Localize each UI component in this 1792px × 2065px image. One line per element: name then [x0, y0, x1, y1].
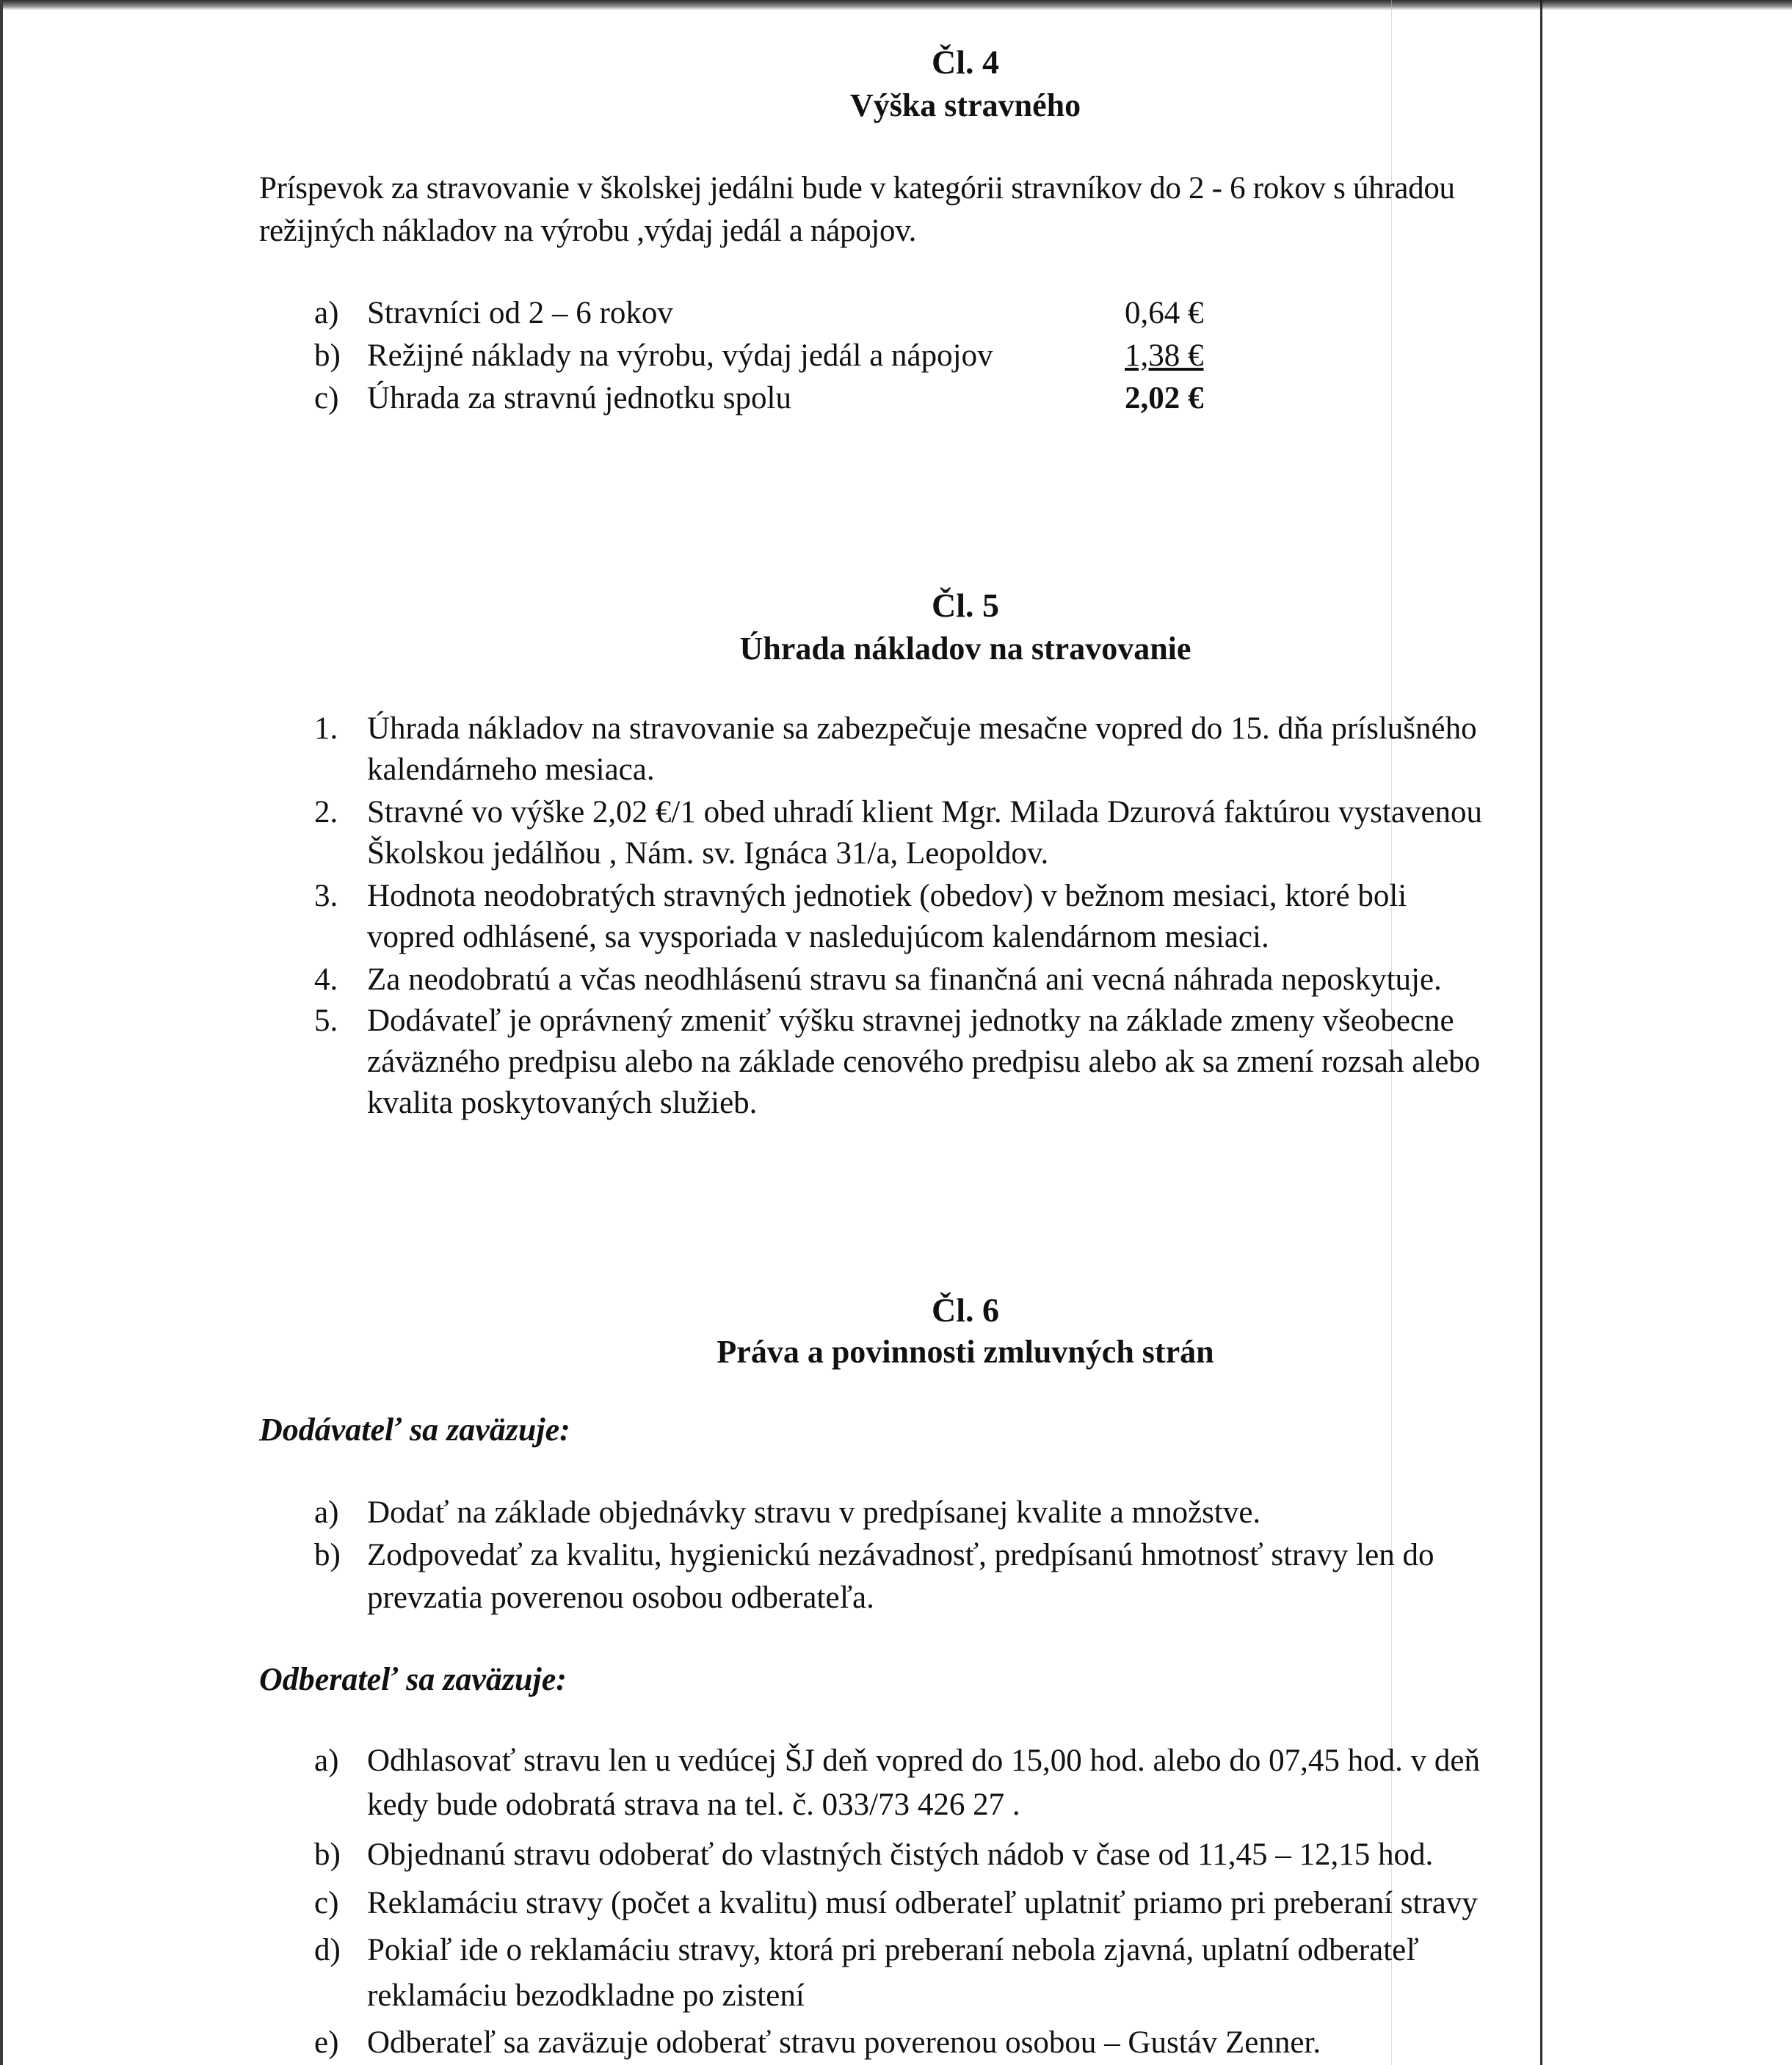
- article4-item-b-mark: b): [314, 338, 341, 373]
- article4-item-a-value: 0,64 €: [1125, 296, 1204, 330]
- customer-item-d-line1: Pokiaľ ide o reklamáciu stravy, ktorá pri preberaní nebola zjavná, uplatní odberateľ: [367, 1933, 1419, 1967]
- customer-item-c-mark: c): [314, 1886, 339, 1920]
- article5-item5-line3: kvalita poskytovaných služieb.: [367, 1086, 758, 1120]
- article5-title: Úhrada nákladov na stravovanie: [739, 631, 1191, 667]
- customer-heading: Odberateľ sa zaväzuje:: [259, 1661, 567, 1697]
- article4-item-c-mark: c): [314, 381, 339, 415]
- supplier-item-a-mark: a): [314, 1495, 339, 1530]
- article4-item-a-text: Stravníci od 2 – 6 rokov: [367, 296, 673, 330]
- article5-item5-line2: záväzného predpisu alebo na základe cenového predpisu alebo ak sa zmení rozsah alebo: [367, 1045, 1481, 1079]
- article5-item4-mark: 4.: [314, 962, 338, 997]
- article4-title: Výška stravného: [849, 87, 1081, 123]
- article4-item-b-value: 1,38 €: [1125, 338, 1204, 373]
- customer-item-d-line2: reklamáciu bezodkladne po zistení: [367, 1978, 805, 2013]
- article5-item3-mark: 3.: [314, 879, 338, 913]
- customer-item-a-line1: Odhlasovať stravu len u vedúcej ŠJ deň vopred do 15,00 hod. alebo do 07,45 hod. v deň: [367, 1743, 1480, 1778]
- customer-item-d-mark: d): [314, 1933, 341, 1967]
- article5-item4-line1: Za neodobratú a včas neodhlásenú stravu sa finančná ani vecná náhrada neposkytuje.: [367, 962, 1442, 997]
- supplier-item-b-line1: Zodpovedať za kvalitu, hygienickú nezávadnosť, predpísanú hmotnosť stravy len do: [367, 1538, 1434, 1572]
- customer-item-b-mark: b): [314, 1837, 341, 1872]
- customer-item-e-line1: Odberateľ sa zaväzuje odoberať stravu poverenou osobou – Gustáv Zenner.: [367, 2025, 1321, 2060]
- article4-number: Čl. 4: [932, 43, 999, 81]
- article5-item3-line1: Hodnota neodobratých stravných jednotiek (obedov) v bežnom mesiaci, ktoré boli: [367, 879, 1407, 913]
- customer-item-b-line1: Objednanú stravu odoberať do vlastných čistých nádob v čase od 11,45 – 12,15 hod.: [367, 1837, 1434, 1872]
- article4-intro-line2: režijných nákladov na výrobu ,výdaj jedál a nápojov.: [259, 214, 917, 248]
- article5-item5-line1: Dodávateľ je oprávnený zmeniť výšku stravnej jednotky na základe zmeny všeobecne: [367, 1004, 1454, 1038]
- customer-item-a-mark: a): [314, 1743, 339, 1778]
- customer-item-e-mark: e): [314, 2025, 339, 2060]
- article4-item-c-text: Úhrada za stravnú jednotku spolu: [367, 381, 791, 415]
- article5-item1-line2: kalendárneho mesiaca.: [367, 752, 655, 787]
- article5-item2-line1: Stravné vo výške 2,02 €/1 obed uhradí klient Mgr. Milada Dzurová faktúrou vystavenou: [367, 795, 1483, 830]
- article5-item1-mark: 1.: [314, 711, 338, 746]
- supplier-heading: Dodávateľ sa zaväzuje:: [259, 1412, 570, 1448]
- article6-number: Čl. 6: [932, 1291, 999, 1329]
- article4-item-a-mark: a): [314, 296, 339, 330]
- article5-item1-line1: Úhrada nákladov na stravovanie sa zabezpečuje mesačne vopred do 15. dňa príslušného: [367, 711, 1477, 746]
- article5-item3-line2: vopred odhlásené, sa vysporiada v nasledujúcom kalendárnom mesiaci.: [367, 920, 1269, 954]
- customer-item-c-line1: Reklamáciu stravy (počet a kvalitu) musí odberateľ uplatniť priamo pri preberaní stravy: [367, 1886, 1478, 1920]
- article6-title: Práva a povinnosti zmluvných strán: [717, 1334, 1214, 1370]
- article4-item-c-value: 2,02 €: [1125, 381, 1204, 415]
- article5-number: Čl. 5: [932, 587, 999, 624]
- article5-item2-line2: Školskou jedálňou , Nám. sv. Ignáca 31/a, Leopoldov.: [367, 836, 1049, 871]
- article4-item-b-text: Režijné náklady na výrobu, výdaj jedál a nápojov: [367, 338, 993, 373]
- supplier-item-b-mark: b): [314, 1538, 341, 1572]
- article5-item2-mark: 2.: [314, 795, 338, 830]
- customer-item-a-line2: kedy bude odobratá strava na tel. č. 033/73 426 27 .: [367, 1788, 1020, 1822]
- supplier-item-b-line2: prevzatia poverenou osobou odberateľa.: [367, 1580, 874, 1615]
- supplier-item-a-line1: Dodať na základe objednávky stravu v predpísanej kvalite a množstve.: [367, 1495, 1261, 1530]
- article4-intro-line1: Príspevok za stravovanie v školskej jedálni bude v kategórii stravníkov do 2 - 6 rokov s úhradou: [259, 171, 1455, 206]
- article5-item5-mark: 5.: [314, 1004, 338, 1038]
